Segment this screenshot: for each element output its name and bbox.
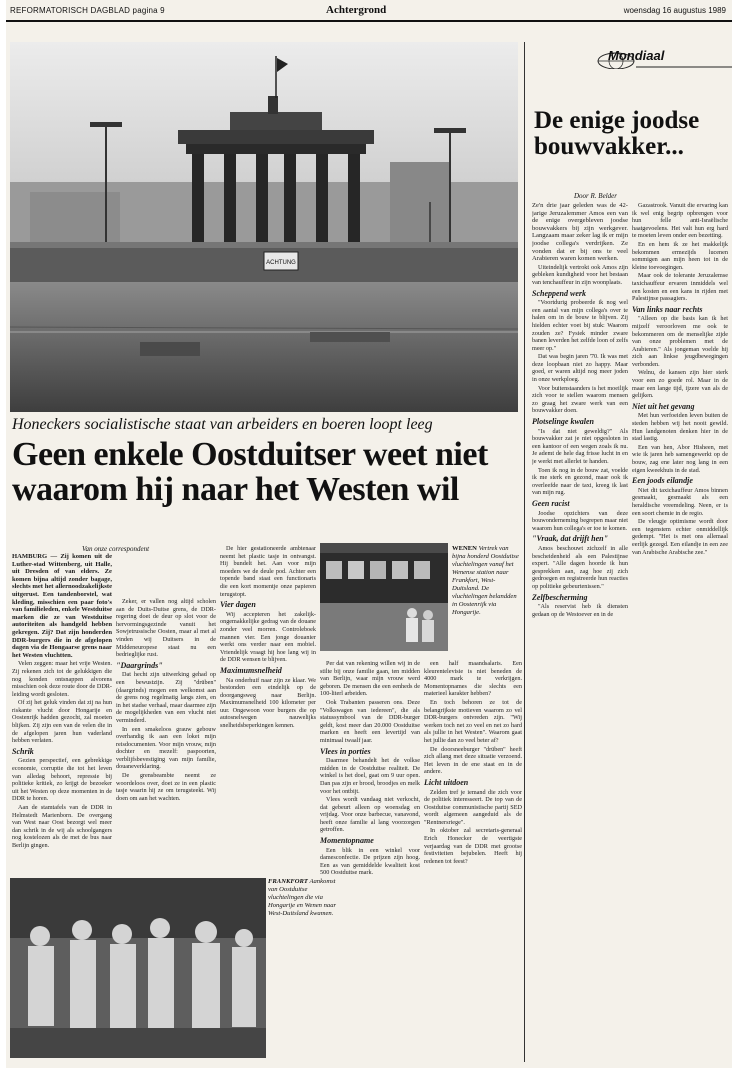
- article-paragraph: Maar ook de tolerante Jeruzalemse taxichauffeur ervaren inmiddels wel een kosten en een kans in rijden met Palestijnse passagiers.: [632, 272, 728, 303]
- header-paper-name: REFORMATORISCH DAGBLAD pagina 9: [10, 6, 165, 15]
- mondiaal-label: Mondiaal: [608, 48, 665, 63]
- section-divider: [524, 42, 525, 1062]
- article-column-5: [424, 660, 522, 1060]
- subheading: Plotselinge kwalen: [532, 417, 594, 427]
- photo-caption-wenen: [452, 545, 522, 617]
- article-headline: Geen enkele Oostduitser weet niet waarom hij naar het Westen wil: [12, 436, 488, 508]
- right-column-1: [532, 202, 628, 1062]
- article-paragraph: Welnu, de kansen zijn hier sterk voor een zo goede rol. Maar in de maar een lange tijd, ijzere van als de gelijken.: [632, 369, 728, 400]
- article-paragraph: De doorsneeburger "drüben" heeft zich allang met deze situatie verzoend. Het leven in de ene staat en in de andere.: [424, 745, 522, 776]
- subheading: Niet uit het gevang: [632, 401, 695, 411]
- mondiaal-section-logo: [596, 47, 732, 69]
- article-paragraph: Velen zeggen: maar het vrije Westen. Zij rekenen zich tot de gelukkigen die nog konden ontsnappen alvorens misschien ook deze route door de DDR-leiding wordt gesloten.: [12, 660, 112, 698]
- article-paragraph: En en hem ik ze het makkelijk bekommen ermezijds lucenen sommigen aan mijn heen tot in de kleine toevoegingen.: [632, 240, 728, 271]
- brandenburg-gate-illustration: [10, 42, 518, 412]
- subheading: Scheppend werk: [532, 288, 586, 298]
- header-section: Achtergrond: [326, 4, 387, 16]
- caption-title: FRANKFORT: [268, 878, 308, 885]
- article-paragraph: Een blik in een winkel voor damesconfectie. De prijzen zijn hoog. Een as van gemiddelde kwaliteit kost 500 Oostduitse mark.: [320, 846, 420, 877]
- article-paragraph: Ook Trabanten passeren ons. Deze "Volkswagen van iedereen", die als statussymbool van de DDR-burger geldt, kost meer dan 20.000 Oostduitse marken en heeft een levertijd van minimaal twaalf jaar.: [320, 698, 420, 744]
- article-column-3: [220, 545, 316, 875]
- subheading: Vier dagen: [220, 600, 256, 610]
- article-kicker: Honeckers socialistische staat van arbeiders en boeren loopt leeg: [12, 416, 433, 433]
- newspaper-page: [6, 0, 732, 1068]
- subheading: "Daargrinds": [116, 660, 163, 670]
- article-paragraph: Gezien perspectief, een gebrekkige economie, corruptie die tot het leven van alledag behoort, repressie bij politieke kritiek, zo krijgt de bezoeker uit het Westen op deze momenten in de DDR te horen.: [12, 757, 112, 803]
- subheading: Een joods eilandje: [632, 476, 693, 486]
- subheading: "Vraak, dat drijft hen": [532, 534, 609, 544]
- article-paragraph: Vlees wordt vandaag niet verkocht, dat gebeurt alleen op woensdag en vrijdag. Voor onze barbecue, vanavond, heeft onze familie al lang voorzorgen getroffen.: [320, 796, 420, 834]
- article-paragraph: een half maandsalaris. Een kleurentelevisie is niet beneden de 4000 mark te verkrijgen. Momentopnames die slechts een materieel karakter hebben?: [424, 660, 522, 698]
- article-paragraph: Wij accepteren het zakelijk-ongemakkelijke gedrag van de douane zonder veel morren. Controleboek mannen vier. Een jonge douanier werkt ons verder naar een mobiel. Vriendelijk vraagt hij hoe lang wij in de DDR wensen te blijven.: [220, 610, 316, 664]
- article-paragraph: Joodse opzichters van deze bouwonderneming begrepen maar niet waarom hun collega's er toe te komen.: [532, 509, 628, 532]
- page-header: [6, 0, 732, 20]
- article-paragraph: En toch behoren ze tot de belangrijkste motieven waarom zo vel DDR-burgers ontvreden zijn. "Wij werken toch net zo veel en net zo hard als jullie in het Westen". Waarom gaat het jullie dan zo veel beter af?: [424, 698, 522, 744]
- article-paragraph: In oktober zal secretaris-generaal Erich Honecker de veertigste verjaardag van de DDR met grootse festiviteiten bejubelen. Heeft hij redenen tot feest?: [424, 827, 522, 865]
- article-paragraph: Toen ik nog in de bouw zat, voelde ik me sterk en gezond, maar ook ik overleefde naar de taxi, kreeg ik last van mijn rug.: [532, 466, 628, 497]
- article-byline: Van onze correspondent: [82, 545, 150, 553]
- article-paragraph: Na onderhuif naar zijn ze klaar. We bestonden een eindelijk op de doorgangsweg naar Berlijn. Maximumsnelheid 100 kilometer per uur. Ongewoon voor burgers die op autosnelwegen nauwelijks snelheidsbeperkingen kennen.: [220, 676, 316, 730]
- article-paragraph: Niet dit taxichauffeur Amos binnen gesmaakt, gesmaakt als een heraldische vreemdeling. Neen, er is een soort chemie in de regio.: [632, 486, 728, 517]
- article-paragraph: De vleugje optimisme wordt door een tegenstem echter onmiddellijk gedempt. "Het is met ons allemaal eerlijk gezegd. Een eilandje in een zee van Arabische Arabische zee.": [632, 518, 728, 556]
- subheading: Schrik: [12, 746, 34, 756]
- article-paragraph: "Is dat niet geweldig?" Als bouwvakker zat je niet opgesloten in een kantoor of een wegen zoals ik nu. Je ademt de hele dag frisse lucht in en je werkt met allerlei te handen.: [532, 427, 628, 465]
- article-paragraph: "Alleen op die basis kan ik het mijzelf veroorloven me ook te bekommeren om de menselijke zijde van onze problemen met de Arabieren." Als jongeman voelde hij zich aan linkse jeugdbewegingen verbonden.: [632, 315, 728, 368]
- vienna-train-photo: [320, 543, 448, 651]
- article-paragraph: Zeker, er vallen nog altijd scholen aan de Duits-Duitse grens, de DDR-regering doet de deur op slot voor de hervormingsgezinde vanuit het Sowjetrussische Oosten, maar al met al vinden wij Duitsers in de Middeneuropese staat nu een bedrieglijke rust.: [116, 598, 216, 659]
- article-paragraph: "Voortdurig probeerde ik nog wel een aantal van mijn collega's over te halen om in de bouw te blijven. Zij hielden echter voet bij stuk: Waarom zouden ze? Fysiek minder zware banen leverden het zelfde loon of zelfs meer op.": [532, 299, 628, 352]
- article-paragraph: Ze'n drie jaar geleden was de 42-jarige Jeruzalemmer Amos een van de enige overgebleven joodse bouwvakkers bij zijn werkgever. Langzaam maar zeker lag ik er mijn joodse collega's verdrijken. Ze vonden dat er bij ons te veel Arabieren waren komen werken.: [532, 202, 628, 263]
- article-paragraph: "Als reservist heb ik diensten gedaan op de Westoever en in de: [532, 603, 628, 618]
- train-illustration: [320, 543, 448, 651]
- article-paragraph: Dat hecht zijn uitwerking gehad op een bewustzijn. Zij "drüben" (daargrinds) mogen een welkomst aan de grens nog regelmatig langs zien, en in het stadse verhaal, maar daarmee zijn de mogelijkheden van een vlucht niet verminderd.: [116, 671, 216, 724]
- article-column-4: [320, 660, 420, 1060]
- article-paragraph: In een smakeloos grauw gebouw overhandig ik aan een loket mijn reisdocumenten. Voor mijn vrouw, mijn dochter en mezelf: paspoorten, verblijfsbevestiging van mijn familie, douaneverklaring.: [116, 725, 216, 771]
- article-paragraph: De hier gestationeerde ambtenaar neemt het plastic tasje in ontvangst. Hij bundelt het. Aan voor mijn moeders we de deule pod. Achter een topende band staat een functionaris die een kort momentje onze papieren terugstopt.: [220, 545, 316, 598]
- crowd-illustration: [10, 878, 266, 1058]
- subheading: Maximumsnelheid: [220, 665, 282, 675]
- header-rule: [6, 20, 732, 22]
- header-date: woensdag 16 augustus 1989: [623, 6, 726, 15]
- photo-caption-frankfort: [268, 878, 340, 918]
- article-paragraph: Met hun verfoeiden leven buiten de steden hebben wij het nooit gewild. Hun landgenoten denken hier in de stad lastig.: [632, 412, 728, 443]
- article-paragraph: Daarmee behandelt het de volkse midden in de Oostduitse realiteit. De winkel is het doel, gaat om 9 uur open. Dan pas zijn er brood, broodjes en melk voor het ontbijt.: [320, 757, 420, 795]
- article-paragraph: Voor buitenstaanders is het moeilijk zich voor te stellen waarom mensen zo graag het zware werk van een bouwvakker doen.: [532, 384, 628, 415]
- caption-title: WENEN: [452, 545, 477, 552]
- article-paragraph: Amos beschouwt zichzelf in alle bescheidenheid als een Palestijnse expert. "Alle dagen hoorde ik hun gesprekken aan, zag hoe zij zich gedroegen en registreerde hun reacties op politieke gebeurtenissen.": [532, 544, 628, 590]
- article-paragraph: Per dat van rekening willen wij in de stilte bij onze familie gaan, ten midden van Berlijn, waar mijn vrouw werd geboren. De mensen die een eenheds de 100-literl arbeiden.: [320, 660, 420, 698]
- brandenburg-gate-photo: [10, 42, 518, 412]
- subheading: Vlees in porties: [320, 746, 371, 756]
- subheading: Zelfbescherming: [532, 592, 588, 602]
- article-paragraph: Gazastrook. Vanuit die ervaring kan ik wel enig begrip opbrengen voor hun felle anti-Israëlische haatgevoelens. Het valt hun erg hard te moeten leven onder een bezetting.: [632, 202, 728, 240]
- right-article-headline: De enige joodse bouwvakker...: [534, 107, 700, 160]
- right-column-2: [632, 202, 728, 1062]
- subheading: Licht uitdoen: [424, 777, 469, 787]
- subheading: Momentopname: [320, 836, 374, 846]
- article-column-1: [12, 553, 112, 875]
- article-column-2: [116, 598, 216, 876]
- article-lead: HAMBURG — Zij komen uit de Luther-stad Wittenberg, uit Halle, uit Dresden of van elders. Ze komen bijna altijd zonder bagage, slechts met het allernoodzakelijkste uitgerust. Een tandenborstel, wat kleding, misschien een paar foto's van familieleden, enkele Westduitse marken die ze van Westduitse autoriteiten als handgeld hebben gekregen. Zij? Dat zijn honderden DDR-burgers die in de afgelopen dagen via de Hongaarse grens naar het Westen vluchtten.: [12, 553, 112, 659]
- caption-text: Aankomst van Oostduitse vluchtelingen die via Hongarije en Wenen naar West-Duitsland kwamen.: [268, 878, 337, 917]
- wall-sign: ACHTUNG: [266, 260, 296, 266]
- article-paragraph: Aan de stamtafels van de DDR in Helmstedt Marienborn. De overgang van West naar Oost bezorgt wel meer dan schrik in de wij als schoolgangers nog kostelozen als de met de bus naar Berlijn gingen.: [12, 804, 112, 849]
- frankfort-arrivals-photo: [10, 878, 266, 1058]
- subheading: Geen racist: [532, 498, 570, 508]
- article-paragraph: Of zij het geluk vinden dat zij na hun riskante vlucht door Hongarije en Oostenrijk hadden gezocht, zal moeten blijken. Zij zijn een van de velen die in de afgelopen jaren hun vaderland hebben verlaten.: [12, 699, 112, 745]
- caption-text: Vertrek van bijna honderd Oostduitse vluchtelingen vanaf het Wenense station naar Frankfort, West-Duitsland. De vluchtelingen belandden in Oostenrijk via Hongarije.: [452, 545, 519, 616]
- subheading: Van links naar rechts: [632, 304, 703, 314]
- article-paragraph: Dat was begin jaren '70. Ik was met deze loopbaan niet zo happy. Maar goed, er waren altijd nog meer joden in onze werkploeg.: [532, 353, 628, 384]
- article-paragraph: Uiteindelijk vertrokt ook Amos zijn gebleken kundigheid voor het bestaan van tenchauffeur in zijn woonplaats.: [532, 263, 628, 286]
- article-paragraph: Een van hen, Abor Hisheen, met wie ik jaren heb samengewerkt op de bouw, zag ene later nog lang in een eigen kweekhuis in de stad.: [632, 443, 728, 474]
- article-paragraph: De grensbeambte neemt ze woordeloos over, doet ze in een plastic tasje waarin hij ze om terugsteekt. Wij doen om aan het wachten.: [116, 772, 216, 802]
- article-paragraph: Zelden tref je iemand die zich voor de politiek interesseert. De top van de Oostduitse communistische partij SED wordt algemeen aangeduid als de "Rentnersriege".: [424, 788, 522, 826]
- right-article-byline: Door R. Belder: [574, 192, 617, 200]
